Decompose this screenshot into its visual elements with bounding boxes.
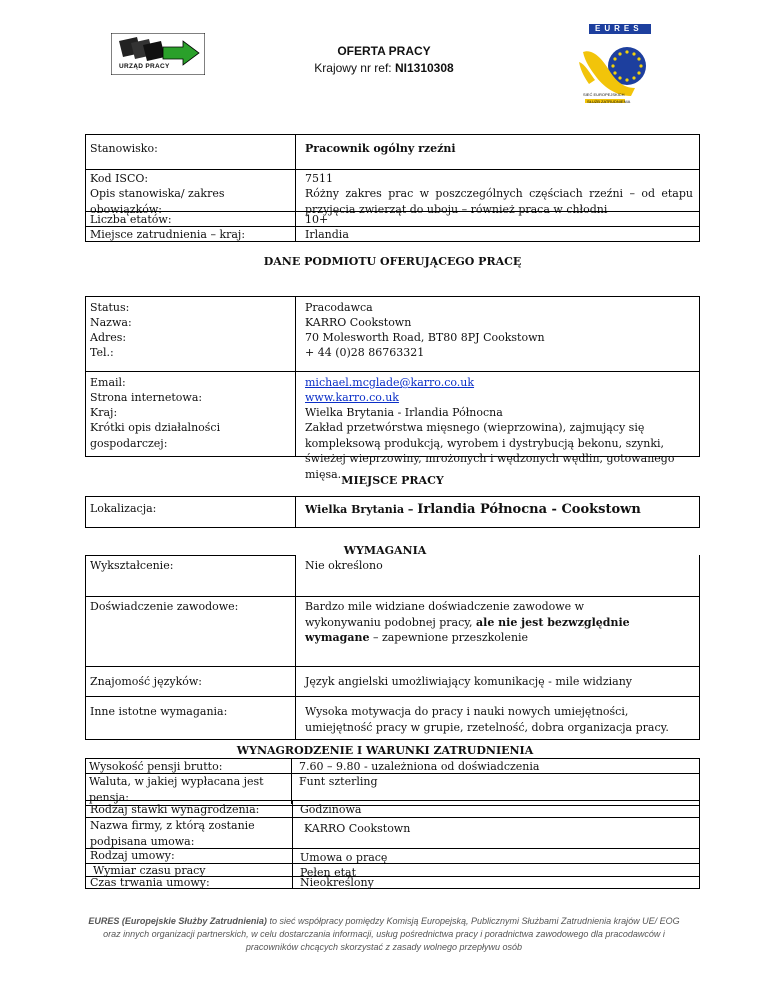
job-description-label: Opis stanowiska/ zakres obowiązków: — [90, 187, 225, 216]
other-requirements-value: Wysoka motywacja do pracy i nauki nowych umiejętności, umiejętność pracy w grupie, rzetelność, dobra organizacja pracy. — [305, 705, 669, 734]
contract-value: Umowa o pracę — [300, 851, 388, 864]
employer-heading: DANE PODMIOTU OFERUJĄCEGO PRACĘ — [263, 255, 522, 268]
website-label: Strona internetowa: — [90, 391, 203, 404]
address-value: 70 Molesworth Road, BT80 8PJ Cookstown — [305, 331, 545, 344]
gross-salary-label: Wysokość pensji brutto: — [89, 760, 223, 773]
experience-text-end: – zapewnione przeszkolenie — [369, 631, 529, 644]
employer-table-divider — [295, 297, 296, 456]
position-label: Stanowisko: — [90, 142, 158, 155]
status-value: Pracodawca — [305, 301, 373, 314]
education-label: Wykształcenie: — [90, 559, 174, 572]
tel-label: Tel.: — [90, 346, 114, 359]
experience-value — [305, 599, 659, 646]
job-description-value: Różny zakres prac w poszczególnych częściach rzeźni – od etapu przyjęcia zwierząt do uboju – również praca w chłodni — [305, 187, 693, 216]
currency-value: Funt szterling — [299, 775, 378, 788]
hours-value: Pełen etat — [300, 866, 356, 879]
employer-contact-separator — [86, 371, 699, 372]
email-link-cell — [305, 375, 693, 391]
status-label: Status: — [90, 301, 130, 314]
experience-text-bold: ale nie jest bezwzględnie wymagane — [305, 615, 630, 644]
requirements-table — [85, 555, 700, 740]
location-label: Lokalizacja: — [90, 502, 157, 515]
job-count-label: Liczba etatów: — [90, 213, 172, 226]
duration-value: Nieokreślony — [300, 876, 374, 889]
company-value: KARRO Cookstown — [304, 822, 411, 835]
activity-label: Krótki opis działalności gospodarczej: — [90, 421, 221, 450]
education-separator — [86, 596, 699, 597]
requirements-table-divider — [295, 555, 296, 739]
isco-label: Kod ISCO: — [90, 172, 149, 185]
name-label: Nazwa: — [90, 316, 132, 329]
currency-label: Waluta, w jakiej wypłacana jest pensja: — [89, 775, 264, 804]
footer — [40, 915, 728, 954]
eures-logo-text: EURES — [595, 24, 643, 33]
job-count-value: 10+ — [305, 213, 329, 226]
urzad-pracy-logo — [111, 33, 205, 75]
reference-number: NI1310308 — [394, 61, 454, 75]
footer-text-1: to sieć współpracy pomiędzy Komisją Europejską, Publicznymi Służbami Zatrudnienia krajów UE/ EOG — [266, 916, 680, 926]
eures-logo — [575, 22, 657, 112]
eures-caption-line1: SIEĆ EUROPEJSKICH — [583, 92, 625, 97]
isco-value: 7511 — [305, 172, 333, 185]
address-label: Adres: — [90, 331, 127, 344]
website-link[interactable]: www.karro.co.uk — [305, 391, 399, 404]
duration-label: Czas trwania umowy: — [90, 876, 210, 889]
other-requirements-label: Inne istotne wymagania: — [90, 705, 228, 718]
rate-value: Godzinowa — [300, 803, 362, 816]
urzad-pracy-logo-text: URZĄD PRACY — [119, 63, 170, 70]
requirements-heading: WYMAGANIA — [343, 544, 427, 557]
salary-border-box — [85, 758, 700, 806]
footer-line-3: pracowników chcących skorzystać z zasady wolnego przepływu osób — [245, 942, 523, 952]
contract-label: Rodzaj umowy: — [90, 849, 175, 862]
workplace-table-divider — [295, 497, 296, 527]
experience-text-start: Bardzo mile widziane doświadczenie zawodowe w wykonywaniu podobnej pracy, — [305, 600, 585, 629]
experience-separator — [86, 666, 699, 667]
languages-label: Znajomość języków: — [90, 675, 203, 688]
location-place: Irlandia Północna - Cookstown — [417, 502, 641, 517]
experience-label: Doświadczenie zawodowe: — [90, 600, 239, 613]
position-table-row-separator — [86, 169, 699, 170]
requirements-top-left-border — [86, 555, 296, 556]
reference-prefix: Krajowy nr ref: — [314, 61, 395, 75]
footer-line-1 — [40, 915, 728, 928]
languages-separator — [86, 696, 699, 697]
workplace-heading: MIEJSCE PRACY — [341, 474, 444, 487]
position-value: Pracownik ogólny rzeźni — [305, 142, 456, 155]
eures-caption-line2: SŁUŻB ZATRUDNIENIA — [587, 99, 631, 104]
offer-title: OFERTA PRACY — [337, 44, 431, 58]
email-label: Email: — [90, 376, 126, 389]
gross-salary-value: 7.60 – 9.80 - uzależniona od doświadczenia — [299, 760, 540, 773]
location-value — [305, 502, 693, 518]
company-label: Nazwa firmy, z którą zostanie podpisana umowa: — [90, 819, 255, 848]
hours-label: Wymiar czasu pracy — [93, 864, 206, 877]
location-country: Wielka Brytania – — [305, 503, 418, 516]
reference-line — [264, 61, 504, 75]
footer-bold: EURES (Europejskie Służby Zatrudnienia) — [88, 916, 267, 926]
employer-country-value: Wielka Brytania - Irlandia Północna — [305, 406, 503, 419]
employer-country-label: Kraj: — [90, 406, 118, 419]
languages-value: Język angielski umożliwiający komunikację - mile widziany — [305, 675, 632, 688]
position-table — [85, 134, 700, 242]
job-country-label: Miejsce zatrudnienia – kraj: — [90, 228, 246, 241]
tel-value: + 44 (0)28 86763321 — [305, 346, 425, 359]
activity-value: Zakład przetwórstwa mięsnego (wieprzowina), zajmujący się kompleksową produkcją, wyrobem i dystrybucją bekonu, szynki, świeżej wieprzowiny, mrożonych i wędzonych wędlin, gotowanego mięsa. — [305, 421, 675, 481]
salary-heading: WYNAGRODZENIE I WARUNKI ZATRUDNIENIA — [236, 744, 534, 757]
conditions-block — [85, 800, 700, 889]
job-country-value: Irlandia — [305, 228, 349, 241]
workplace-table — [85, 496, 700, 528]
footer-line-2: oraz innych organizacji partnerskich, w celu dostarczania informacji, usług pośrednictwa pracy i poradnictwa zawodowego dla pracodawców i — [103, 929, 665, 939]
email-link[interactable]: michael.mcglade@karro.co.uk — [305, 376, 475, 389]
job-count-separator — [86, 211, 699, 212]
education-value: Nie określono — [305, 559, 383, 572]
rate-label: Rodzaj stawki wynagrodzenia: — [90, 803, 260, 816]
website-link-cell — [305, 390, 693, 406]
name-value: KARRO Cookstown — [305, 316, 412, 329]
